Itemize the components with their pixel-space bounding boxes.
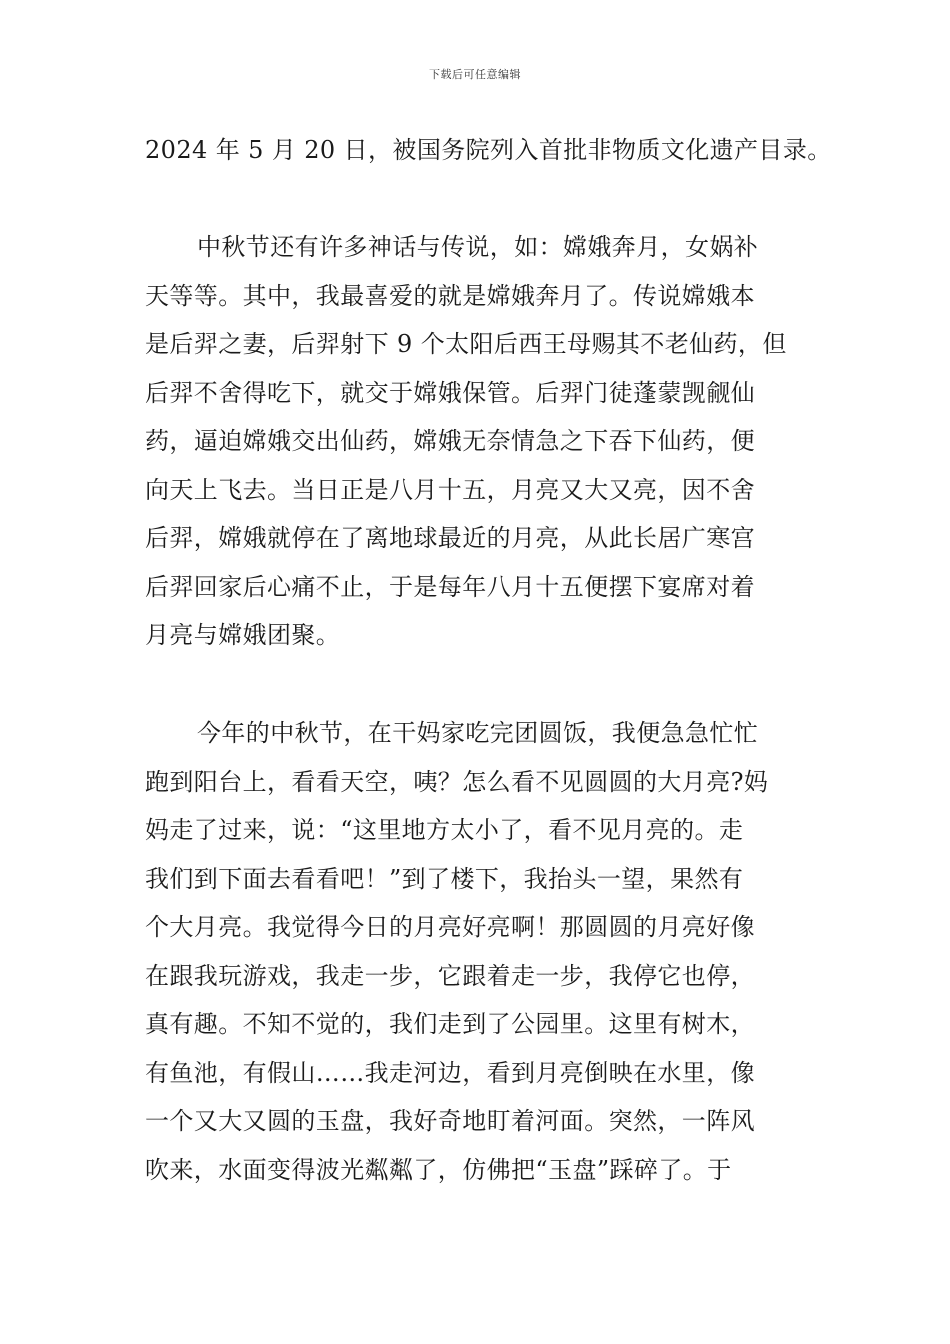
text-line: 吹来，水面变得波光粼粼了，仿佛把“玉盘”踩碎了。于 — [145, 1155, 732, 1184]
text-line: 真有趣。不知不觉的，我们走到了公园里。这里有树木， — [145, 1010, 755, 1038]
text-line: 药，逼迫嫦娥交出仙药，嫦娥无奈情急之下吞下仙药，便 — [145, 427, 755, 455]
text-line: 后羿不舍得吃下，就交于嫦娥保管。后羿门徒蓬蒙觊觎仙 — [145, 378, 755, 407]
text-line: 在跟我玩游戏，我走一步，它跟着走一步，我停它也停， — [145, 961, 755, 990]
text-line: 是后羿之妻，后羿射下 9 个太阳后西王母赐其不老仙药，但 — [145, 330, 787, 358]
paragraph-2 — [145, 223, 825, 660]
text-line: 2024 年 5 月 20 日，被国务院列入首批非物质文化遗产目录。 — [145, 136, 832, 164]
text-line: 中秋节还有许多神话与传说，如：嫦娥奔月，女娲补 — [197, 233, 759, 261]
page-header: 下载后可任意编辑 — [429, 68, 521, 81]
text-line: 我们到下面去看看吧！”到了楼下，我抬头一望，果然有 — [145, 864, 744, 893]
text-line: 天等等。其中，我最喜爱的就是嫦娥奔月了。传说嫦娥本 — [145, 281, 755, 310]
paragraph-1 — [145, 126, 832, 175]
text-line: 有鱼池，有假山……我走河边，看到月亮倒映在水里，像 — [145, 1058, 755, 1087]
text-line: 个大月亮。我觉得今日的月亮好亮啊！那圆圆的月亮好像 — [145, 913, 755, 941]
text-line: 跑到阳台上，看看天空，咦？怎么看不见圆圆的大月亮?妈 — [145, 767, 769, 796]
text-line: 一个又大又圆的玉盘，我好奇地盯着河面。突然，一阵风 — [145, 1107, 755, 1135]
text-line: 今年的中秋节，在干妈家吃完团圆饭，我便急急忙忙 — [197, 719, 759, 747]
text-line: 月亮与嫦娥团聚。 — [145, 621, 341, 649]
text-line: 向天上飞去。当日正是八月十五，月亮又大又亮，因不舍 — [145, 475, 755, 504]
text-line: 后羿，嫦娥就停在了离地球最近的月亮，从此长居广寒宫 — [145, 524, 755, 552]
paragraph-3 — [145, 709, 825, 1194]
text-line: 妈走了过来，说：“这里地方太小了，看不见月亮的。走 — [145, 816, 744, 844]
text-line: 后羿回家后心痛不止，于是每年八月十五便摆下宴席对着 — [145, 572, 755, 601]
